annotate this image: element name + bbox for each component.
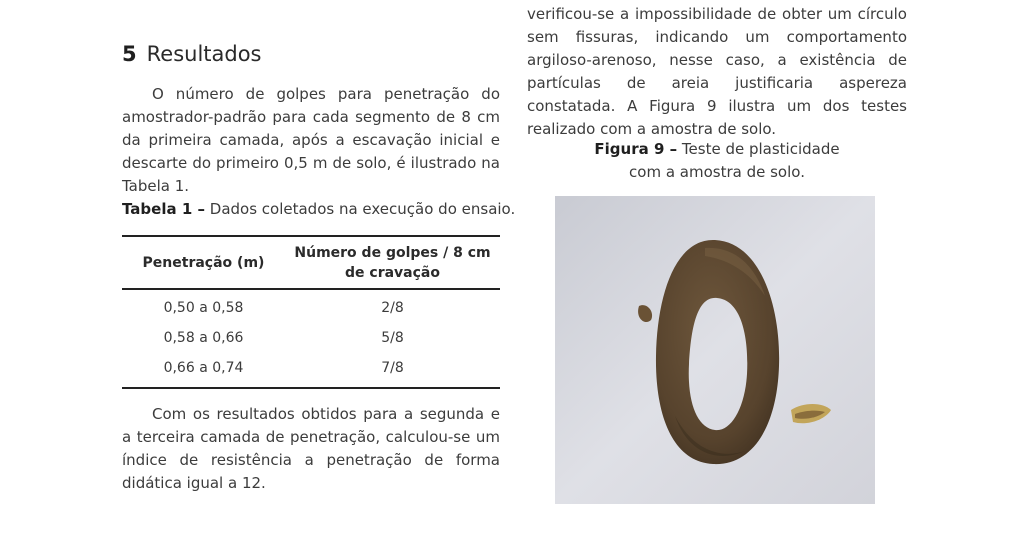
header-penetration: Penetração (m) xyxy=(122,236,285,289)
figure-caption-line-1 xyxy=(527,138,907,161)
table-caption-text: Dados coletados na execução do ensaio. xyxy=(209,200,516,218)
cell-penetration: 0,58 a 0,66 xyxy=(163,330,244,346)
results-paragraph: O número de golpes para penetração do amostrador-padrão para cada segmento de 8 cm da primeira camada, após a escavação inicial e descarte do primeiro 0,5 m de solo, é ilustrado na Tabela 1. xyxy=(122,85,500,195)
cell-blows: 5/8 xyxy=(381,330,404,346)
cell-blows: 2/8 xyxy=(381,300,404,316)
section-title: Resultados xyxy=(146,42,262,66)
cell-penetration: 0,50 a 0,58 xyxy=(163,300,244,316)
conclusion-paragraph: Com os resultados obtidos para a segunda e a terceira camada de penetração, calculou-se um índice de resistência a penetração de forma didática igual a 12. xyxy=(122,405,500,492)
figure-caption xyxy=(527,138,907,184)
cell-blows: 7/8 xyxy=(285,353,500,388)
table-row xyxy=(122,323,500,353)
table-row xyxy=(122,289,500,323)
data-table xyxy=(122,235,500,389)
table-row xyxy=(122,353,500,388)
figure-caption-line-2: com a amostra de solo. xyxy=(629,163,805,181)
figure-caption-text: Teste de plasticidade xyxy=(681,140,840,158)
figure-caption-label: Figura 9 – xyxy=(594,140,678,158)
table-caption xyxy=(122,200,516,218)
soil-ring-photo xyxy=(555,196,875,504)
header-blows: Número de golpes / 8 cm de cravação xyxy=(285,236,500,289)
plasticity-paragraph: verificou-se a impossibilidade de obter um círculo sem fissuras, indicando um comportamento argiloso-arenoso, nesse caso, a existência de partículas de areia justificaria aspereza constatada. A Figura 9 ilustra um dos testes realizado com a amostra de solo. xyxy=(527,5,907,138)
table-header-row xyxy=(122,236,500,289)
soil-ring-image xyxy=(555,196,875,504)
cell-penetration: 0,66 a 0,74 xyxy=(122,353,285,388)
table-caption-label: Tabela 1 – xyxy=(122,200,205,218)
section-heading xyxy=(122,42,262,66)
section-number: 5 xyxy=(122,42,137,66)
